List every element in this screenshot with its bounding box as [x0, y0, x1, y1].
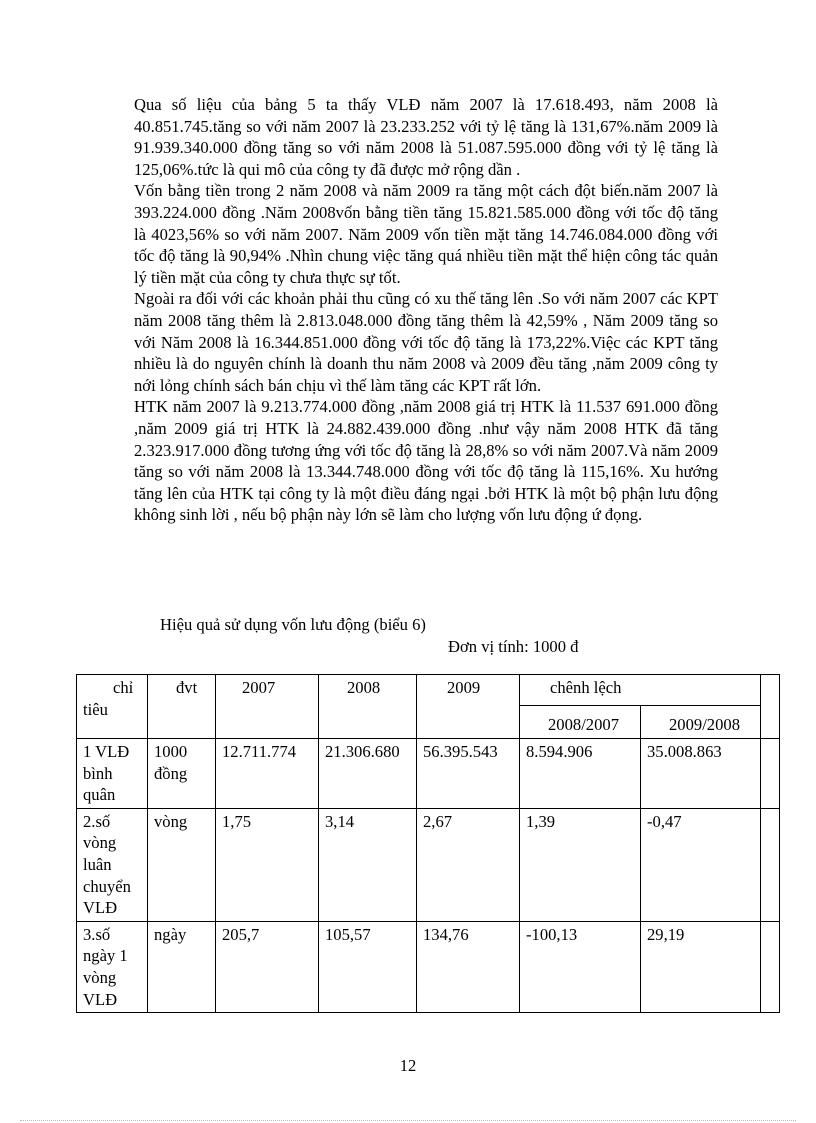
- cell-empty: [761, 808, 780, 921]
- paragraph-working-capital: Qua số liệu của bảng 5 ta thấy VLĐ năm 2007 là 17.618.493, năm 2008 là 40.851.745.tăng so với năm 2007 là 23.233.252 với tỷ lệ tăng là 131,67%.năm 2009 là 91.939.340.000 đồng tăng so với năm 2008 là 51.087.595.000 đồng với tỷ lệ tăng là 125,06%.tức là qui mô của công ty đã được mở rộng dần .: [134, 95, 718, 179]
- cell-2008-2007: 8.594.906: [520, 739, 641, 809]
- header-dvt: đvt: [148, 675, 216, 739]
- cell-2009: 134,76: [417, 921, 520, 1012]
- header-2008: 2008: [319, 675, 417, 739]
- header-2009: 2009: [417, 675, 520, 739]
- header-empty: [761, 675, 780, 739]
- cell-dvt: ngày: [148, 921, 216, 1012]
- cell-chi-tieu: 1 VLĐ bình quân: [77, 739, 148, 809]
- cell-dvt: vòng: [148, 808, 216, 921]
- table-header-row: [77, 675, 780, 706]
- body-text: [134, 94, 718, 526]
- page-bottom-divider: [20, 1120, 796, 1121]
- header-chi-tieu: chỉ tiêu: [77, 675, 148, 739]
- cell-2008-2007: 1,39: [520, 808, 641, 921]
- cell-empty: [761, 921, 780, 1012]
- cell-2009-2008: 35.008.863: [641, 739, 761, 809]
- table-row: [77, 921, 780, 1012]
- table-row: [77, 739, 780, 809]
- cell-empty: [761, 739, 780, 809]
- cell-2009-2008: -0,47: [641, 808, 761, 921]
- paragraph-receivables: Ngoài ra đối với các khoản phải thu cũng có xu thế tăng lên .So với năm 2007 các KPT năm 2008 tăng thêm là 2.813.048.000 đồng tăng thêm là 42,59% , Năm 2009 tăng so với Năm 2008 là 16.344.851.000 đồng với tốc độ tăng là 173,22%.Việc các KPT tăng nhiều là do nguyên chính là doanh thu năm 2008 và 2009 đều tăng ,năm 2009 công ty nới lỏng chính sách bán chịu vì thế làm tăng các KPT rất lớn.: [134, 289, 718, 395]
- header-2008-2007: 2008/2007: [520, 706, 641, 739]
- cell-chi-tieu: 3.số ngày 1 vòng VLĐ: [77, 921, 148, 1012]
- cell-2009-2008: 29,19: [641, 921, 761, 1012]
- table-row: [77, 808, 780, 921]
- cell-2007: 12.711.774: [216, 739, 319, 809]
- page-number: 12: [399, 1056, 417, 1075]
- cell-2009: 2,67: [417, 808, 520, 921]
- header-2007: 2007: [216, 675, 319, 739]
- cell-2008: 105,57: [319, 921, 417, 1012]
- cell-2009: 56.395.543: [417, 739, 520, 809]
- paragraph-cash: Vốn bằng tiền trong 2 năm 2008 và năm 2009 ra tăng một cách đột biến.năm 2007 là 393.224.000 đồng .Năm 2008vốn bằng tiền tăng 15.821.585.000 đồng với tốc độ tăng là 4023,56% so với năm 2007. Năm 2009 vốn tiền mặt tăng 14.746.084.000 đồng với tốc độ tăng là 90,94% .Nhìn chung việc tăng quá nhiều tiền mặt thể hiện công tác quản lý tiền mặt của công ty chưa thực sự tốt.: [134, 181, 718, 287]
- unit-label: Đơn vị tính: 1000 đ: [448, 637, 579, 656]
- cell-2008-2007: -100,13: [520, 921, 641, 1012]
- header-chenh-lech: chênh lệch: [520, 675, 761, 706]
- cell-2008: 21.306.680: [319, 739, 417, 809]
- cell-dvt: 1000 đồng: [148, 739, 216, 809]
- cell-chi-tieu: 2.số vòng luân chuyển VLĐ: [77, 808, 148, 921]
- paragraph-inventory: HTK năm 2007 là 9.213.774.000 đồng ,năm 2008 giá trị HTK là 11.537 691.000 đồng ,năm 2009 giá trị HTK là 24.882.439.000 đồng .như vậy năm 2008 HTK đã tăng 2.323.917.000 đồng tương ứng với tốc độ tăng là 28,8% so với năm 2007.Và năm 2009 tăng so với năm 2008 là 13.344.748.000 đồng với tốc độ tăng là 115,16%. Xu hướng tăng lên của HTK tại công ty là một điều đáng ngại .bởi HTK là một bộ phận lưu động không sinh lời , nếu bộ phận này lớn sẽ làm cho lượng vốn lưu động ứ đọng.: [134, 397, 718, 525]
- cell-2008: 3,14: [319, 808, 417, 921]
- cell-2007: 1,75: [216, 808, 319, 921]
- cell-2007: 205,7: [216, 921, 319, 1012]
- efficiency-table: [76, 674, 780, 1013]
- table-caption: Hiệu quả sử dụng vốn lưu động (biểu 6): [160, 615, 426, 634]
- header-2009-2008: 2009/2008: [641, 706, 761, 739]
